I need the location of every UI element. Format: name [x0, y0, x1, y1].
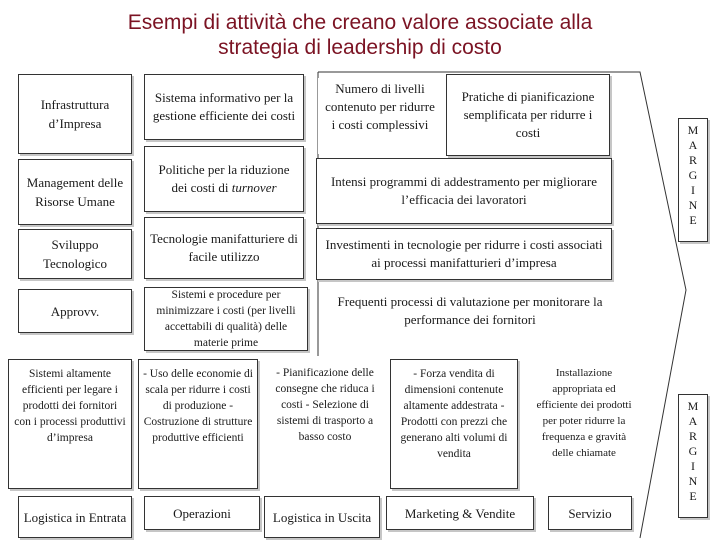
- margin-letter: I: [691, 459, 695, 473]
- margin-letter: M: [687, 399, 699, 413]
- tech-label: Sviluppo Tecnologico: [42, 237, 108, 271]
- margin-label-bottom: [678, 394, 708, 518]
- marketing-sales-example: - Forza vendita di dimensioni contenute altamente addestrata - Prodotti con prezzi che generano alti volumi di vendita: [390, 359, 518, 489]
- margin-letter: G: [688, 444, 698, 458]
- marketing-sales-label-box: [386, 496, 534, 530]
- infrastructure-label: Infrastruttura d’Impresa: [40, 97, 110, 131]
- turnover-italic: turnover: [231, 180, 277, 195]
- margin-label-top: [678, 118, 708, 242]
- hr-example-1: Politiche per la riduzione dei costi di turnover: [144, 146, 304, 212]
- margin-letter: A: [688, 414, 698, 428]
- service-label: Servizio: [568, 505, 612, 521]
- operations-example: - Uso delle economie di scala per ridurre i costi di produzione - Costruzione di strutture produttive efficienti: [138, 359, 258, 489]
- procurement-example-1: Sistemi e procedure per minimizzare i costi (per livelli accettabili di qualità) delle materie prime: [144, 287, 308, 351]
- margin-letter: M: [687, 123, 699, 137]
- procurement-example-2: Frequenti processi di valutazione per monitorare la performance dei fornitori: [328, 286, 612, 336]
- hr-label: Management delle Risorse Umane: [26, 175, 124, 209]
- margin-letter: E: [689, 489, 697, 503]
- tech-example-2: Investimenti in tecnologie per ridurre i costi associati ai processi manifatturieri d’impresa: [316, 228, 612, 280]
- title-line-2: strategia di leadership di costo: [218, 36, 502, 59]
- hr-label-box: [18, 159, 132, 225]
- margin-letters-bottom: [679, 399, 707, 504]
- infrastructure-label-box: [18, 74, 132, 154]
- tech-example-1: Tecnologie manifatturiere di facile utilizzo: [144, 217, 304, 279]
- outbound-logistics-label-box: [264, 496, 380, 538]
- infrastructure-example-3: Pratiche di pianificazione semplificata per ridurre i costi: [446, 74, 610, 156]
- tech-label-box: [18, 229, 132, 279]
- operations-label-box: [144, 496, 260, 530]
- margin-letter: R: [688, 429, 697, 443]
- margin-letter: I: [691, 183, 695, 197]
- operations-label: Operazioni: [173, 505, 231, 521]
- service-example: Installazione appropriata ed efficiente dei prodotti per poter ridurre la frequenza e gravità delle chiamate: [528, 361, 640, 489]
- margin-letter: N: [688, 474, 698, 488]
- service-label-box: [548, 496, 632, 530]
- inbound-logistics-label: Logistica in Entrata: [23, 509, 127, 525]
- margin-letter: R: [688, 153, 697, 167]
- margin-letters-top: [679, 123, 707, 228]
- procurement-label-box: [18, 289, 132, 333]
- marketing-sales-label: Marketing & Vendite: [404, 505, 516, 521]
- inbound-logistics-example: Sistemi altamente efficienti per legare i prodotti dei fornitori con i processi produttivi d’impresa: [8, 359, 132, 489]
- margin-letter: N: [688, 198, 698, 212]
- margin-letter: G: [688, 168, 698, 182]
- inbound-logistics-label-box: [18, 496, 132, 538]
- margin-letter: E: [689, 213, 697, 227]
- infrastructure-example-1: Sistema informativo per la gestione efficiente dei costi: [144, 74, 304, 140]
- infrastructure-example-2: Numero di livelli contenuto per ridurre i costi complessivi: [318, 78, 442, 154]
- procurement-label: Approvv.: [50, 303, 100, 319]
- margin-letter: A: [688, 138, 698, 152]
- title-line-1: Esempi di attività che creano valore associate alla: [127, 11, 593, 34]
- hr-example-2: Intensi programmi di addestramento per migliorare l’efficacia dei lavoratori: [316, 158, 612, 224]
- outbound-logistics-example: - Pianificazione delle consegne che riduca i costi - Selezione di sistemi di trasporto a basso costo: [264, 361, 386, 487]
- outbound-logistics-label: Logistica in Uscita: [272, 509, 372, 525]
